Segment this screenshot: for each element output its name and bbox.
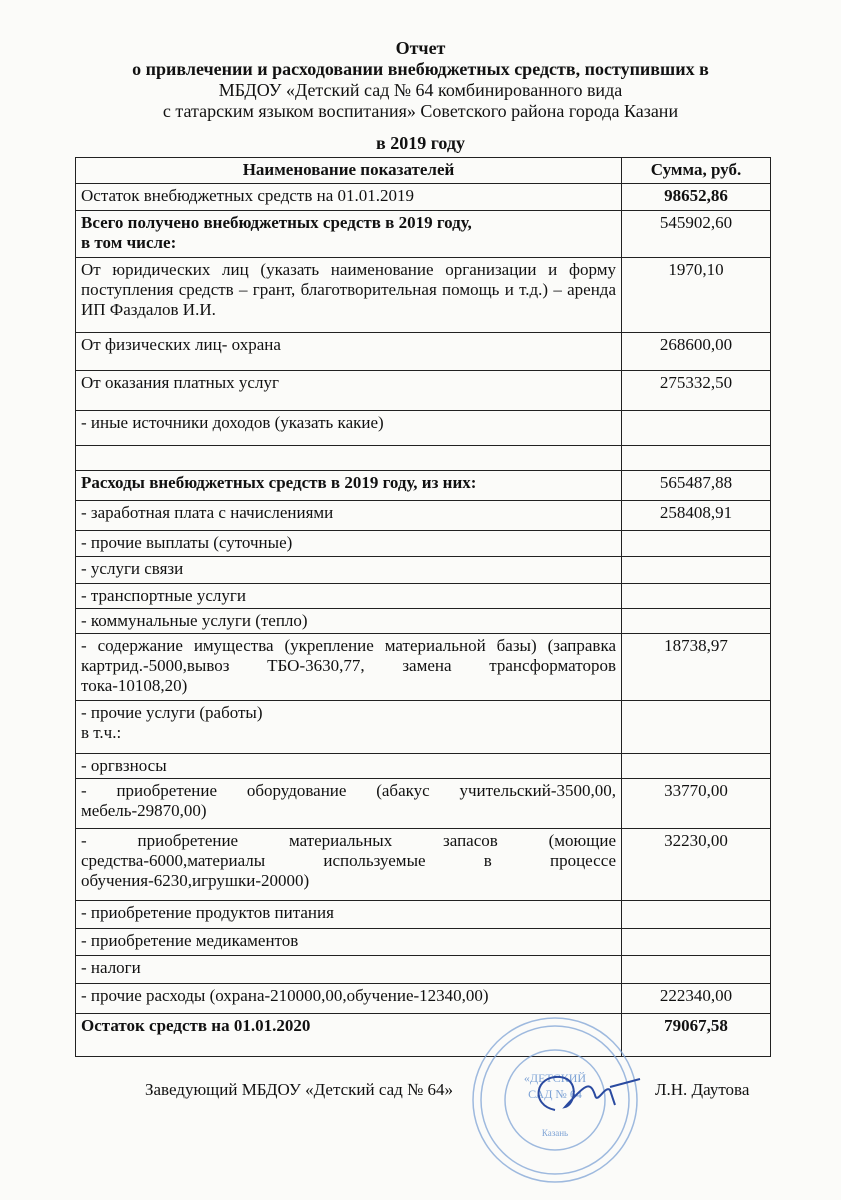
table-row [76,609,771,634]
row-label: - приобретение медикаментов [76,929,622,956]
row-value: 545902,60 [622,211,771,258]
row-label: - заработная плата с начислениями [76,501,622,531]
table-row [76,584,771,609]
table-row [76,929,771,956]
table-row [76,371,771,411]
row-label: От физических лиц- охрана [76,333,622,371]
row-label [76,446,622,471]
row-label: - прочие выплаты (суточные) [76,531,622,557]
row-label: От юридических лиц (указать наименование организации и форму поступления средств – грант, благотворительная помощь и т.д.) – аренда ИП Фаздалов И.И. [76,258,622,333]
column-header-sum: Сумма, руб. [622,158,771,184]
row-label: - прочие услуги (работы) в т.ч.: [76,701,622,754]
row-label: - приобретение материальных запасов (моющие средства-6000,материалы используемые в процессе обучения-6230,игрушки-20000) [76,829,622,901]
row-value [622,609,771,634]
row-value: 222340,00 [622,984,771,1014]
table-row [76,956,771,984]
table-row [76,901,771,929]
table-row [76,984,771,1014]
table-row [76,411,771,446]
table-row [76,701,771,754]
row-value [622,929,771,956]
signatory-name: Л.Н. Даутова [655,1080,750,1099]
row-value: 275332,50 [622,371,771,411]
signature-icon [525,1065,645,1125]
doc-subtitle: о привлечении и расходовании внебюджетных средств, поступивших в [132,59,709,79]
row-value [622,701,771,754]
row-label: - коммунальные услуги (тепло) [76,609,622,634]
row-value: 79067,58 [622,1014,771,1057]
row-value: 1970,10 [622,258,771,333]
row-value [622,754,771,779]
row-value: 98652,86 [622,184,771,211]
table-row [76,471,771,501]
row-label: Расходы внебюджетных средств в 2019 году, из них: [76,471,622,501]
doc-title: Отчет [395,38,446,58]
row-value: 268600,00 [622,333,771,371]
table-row [76,531,771,557]
row-label: - налоги [76,956,622,984]
table-row [76,211,771,258]
row-label: - транспортные услуги [76,584,622,609]
column-header-name: Наименование показателей [76,158,622,184]
row-label: - прочие расходы (охрана-210000,00,обучение-12340,00) [76,984,622,1014]
row-label: - иные источники доходов (указать какие) [76,411,622,446]
row-value: 18738,97 [622,634,771,701]
table-row [76,258,771,333]
report-table [75,157,771,1057]
table-row [76,557,771,584]
table-row [76,829,771,901]
row-value: 258408,91 [622,501,771,531]
row-value [622,531,771,557]
row-label: - содержание имущества (укрепление материальной базы) (заправка картрид.-5000,вывоз ТБО-3630,77, замена трансформаторов тока-10108,20) [76,634,622,701]
row-value [622,411,771,446]
row-value: 565487,88 [622,471,771,501]
row-value [622,557,771,584]
doc-subtitle-org2: с татарским языком воспитания» Советского района города Казани [162,101,679,121]
doc-subtitle-year: в 2019 году [375,133,466,153]
table-row [76,1014,771,1057]
table-row [76,754,771,779]
row-label: - услуги связи [76,557,622,584]
row-value: 33770,00 [622,779,771,829]
row-label: Остаток внебюджетных средств на 01.01.2019 [76,184,622,211]
table-row [76,779,771,829]
row-value [622,584,771,609]
row-value: 32230,00 [622,829,771,901]
svg-text:САД № 64: САД № 64 [528,1087,582,1101]
table-row [76,184,771,211]
table-row [76,333,771,371]
table-row [76,501,771,531]
row-value [622,956,771,984]
row-label: - приобретение оборудование (абакус учительский-3500,00, мебель-29870,00) [76,779,622,829]
row-label: Остаток средств на 01.01.2020 [76,1014,622,1057]
row-label: От оказания платных услуг [76,371,622,411]
svg-text:«ДЕТСКИЙ: «ДЕТСКИЙ [523,1071,587,1085]
doc-subtitle-org: МБДОУ «Детский сад № 64 комбинированного вида [218,80,623,100]
table-row [76,446,771,471]
table-row [76,634,771,701]
signatory-position: Заведующий МБДОУ «Детский сад № 64» [145,1080,454,1099]
table-header-row [76,158,771,184]
row-label: - приобретение продуктов питания [76,901,622,929]
row-value [622,446,771,471]
row-label: - оргвзносы [76,754,622,779]
svg-text:Казань: Казань [541,1128,569,1138]
row-label: Всего получено внебюджетных средств в 2019 году, в том числе: [76,211,622,258]
row-value [622,901,771,929]
